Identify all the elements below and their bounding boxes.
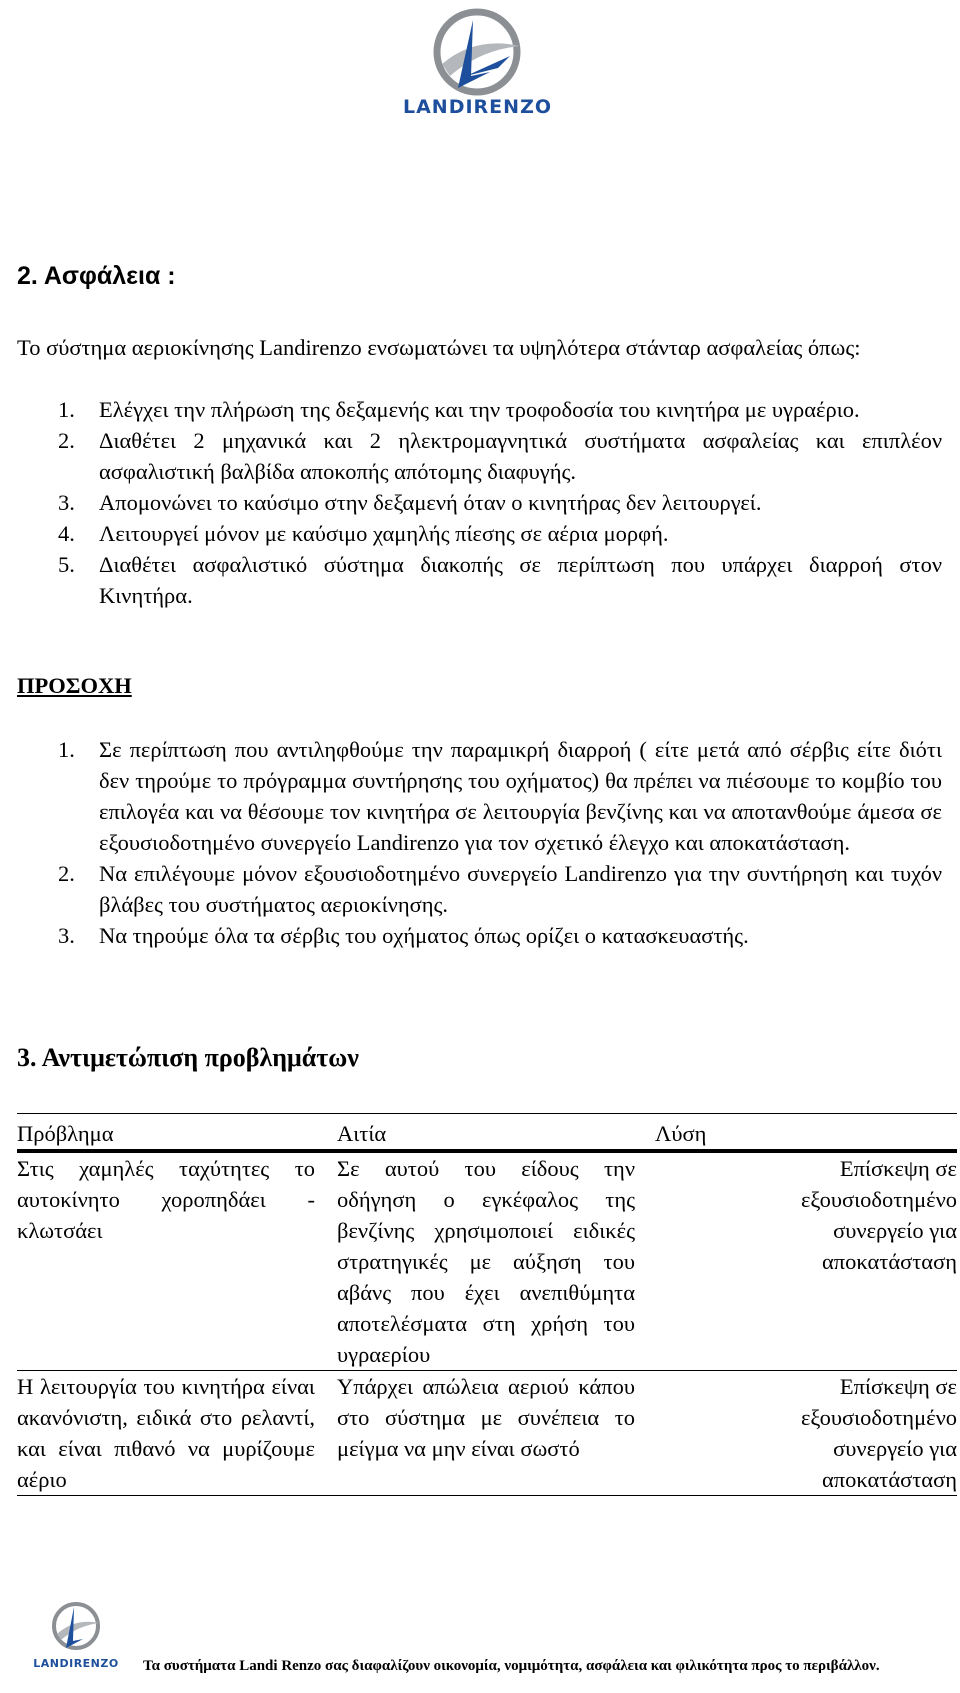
caution-heading: ΠΡΟΣΟΧΗ: [17, 673, 132, 698]
list-item: 2. Διαθέτει 2 μηχανικά και 2 ηλεκτρομαγνητικά συστήματα ασφαλείας και επιπλέον ασφαλιστική βαλβίδα αποκοπής απότομης διαφυγής.: [58, 428, 942, 484]
cell-problem: Η λειτουργία του κινητήρα είναι ακανόνιστη, ειδικά στο ρελαντί, και είναι πιθανό να μυρίζουμε αέριο: [17, 1371, 335, 1496]
section-title-safety: 2. Ασφάλεια :: [17, 262, 176, 290]
table-row: [17, 1371, 957, 1496]
troubleshooting-table: [17, 1113, 957, 1496]
brand-logo: [370, 6, 585, 118]
cell-solution: Επίσκεψη σε εξουσιοδοτημένο συνεργείο για αποκατάσταση: [655, 1151, 957, 1371]
section-title-troubleshooting: 3. Αντιμετώπιση προβλημάτων: [17, 1043, 359, 1072]
table-row: [17, 1151, 957, 1371]
column-header-solution: Λύση: [655, 1114, 957, 1152]
safety-intro: Το σύστημα αεριοκίνησης Landirenzo ενσωματώνει τα υψηλότερα στάνταρ ασφαλείας όπως:: [17, 335, 861, 360]
landirenzo-emblem-icon: [370, 6, 585, 96]
cell-cause: Υπάρχει απώλεια αεριού κάπου στο σύστημα με συνέπεια το μείγμα να μην είναι σωστό: [335, 1371, 655, 1496]
brand-wordmark: LANDIRENZO: [403, 96, 552, 118]
list-item: 1. Ελέγχει την πλήρωση της δεξαμενής και την τροφοδοσία του κινητήρα με υγραέριο.: [58, 397, 860, 422]
list-item: 3. Απομονώνει το καύσιμο στην δεξαμενή όταν ο κινητήρας δεν λειτουργεί.: [58, 490, 762, 515]
list-item: 2. Να επιλέγουμε μόνον εξουσιοδοτημένο συνεργείο Landirenzo για την συντήρηση και τυχόν βλάβες του συστήματος αεριοκίνησης.: [58, 861, 942, 917]
caution-list: [17, 734, 942, 951]
cell-solution: Επίσκεψη σε εξουσιοδοτημένο συνεργείο για αποκατάσταση: [655, 1371, 957, 1496]
list-item: 3. Να τηρούμε όλα τα σέρβις του οχήματος όπως ορίζει ο κατασκευαστής.: [58, 923, 749, 948]
page-footer: [17, 1598, 947, 1693]
cell-problem: Στις χαμηλές ταχύτητες το αυτοκίνητο χοροπηδάει - κλωτσάει: [17, 1151, 335, 1371]
landirenzo-emblem-icon: [17, 1598, 135, 1656]
footer-wordmark: LANDIRENZO: [33, 1657, 119, 1670]
list-item: 1. Σε περίπτωση που αντιληφθούμε την παραμικρή διαρροή ( είτε μετά από σέρβις είτε διότι δεν τηρούμε το πρόγραμμα συντήρησης του οχήματος) θα πρέπει να πιέσουμε το κομβίο του επιλογέα και να θέσουμε τον κινητήρα σε λειτουργία βενζίνης και να αποτανθούμε άμεσα σε εξουσιοδοτημένο συνεργείο Landirenzo για τον σχετικό έλεγχο και αποκατάσταση.: [58, 737, 942, 855]
list-item: 4. Λειτουργεί μόνον με καύσιμο χαμηλής πίεσης σε αέρια μορφή.: [58, 521, 669, 546]
list-item: 5. Διαθέτει ασφαλιστικό σύστημα διακοπής σε περίπτωση που υπάρχει διαρροή στον Κινητήρα.: [58, 552, 942, 608]
safety-list: [17, 394, 942, 611]
footer-tagline: Τα συστήματα Landi Renzo σας διαφαλίζουν οικονομία, νομιμότητα, ασφάλεια και φιλικότητα προς το περιβάλλον.: [143, 1658, 880, 1674]
column-header-problem: Πρόβλημα: [17, 1114, 335, 1152]
column-header-cause: Αιτία: [335, 1114, 655, 1152]
cell-cause: Σε αυτού του είδους την οδήγηση ο εγκέφαλος της βενζίνης χρησιμοποιεί ειδικές στρατηγικές με αύξηση του αβάνς που έχει ανεπιθύμητα αποτελέσματα στη χρήση του υγραερίου: [335, 1151, 655, 1371]
